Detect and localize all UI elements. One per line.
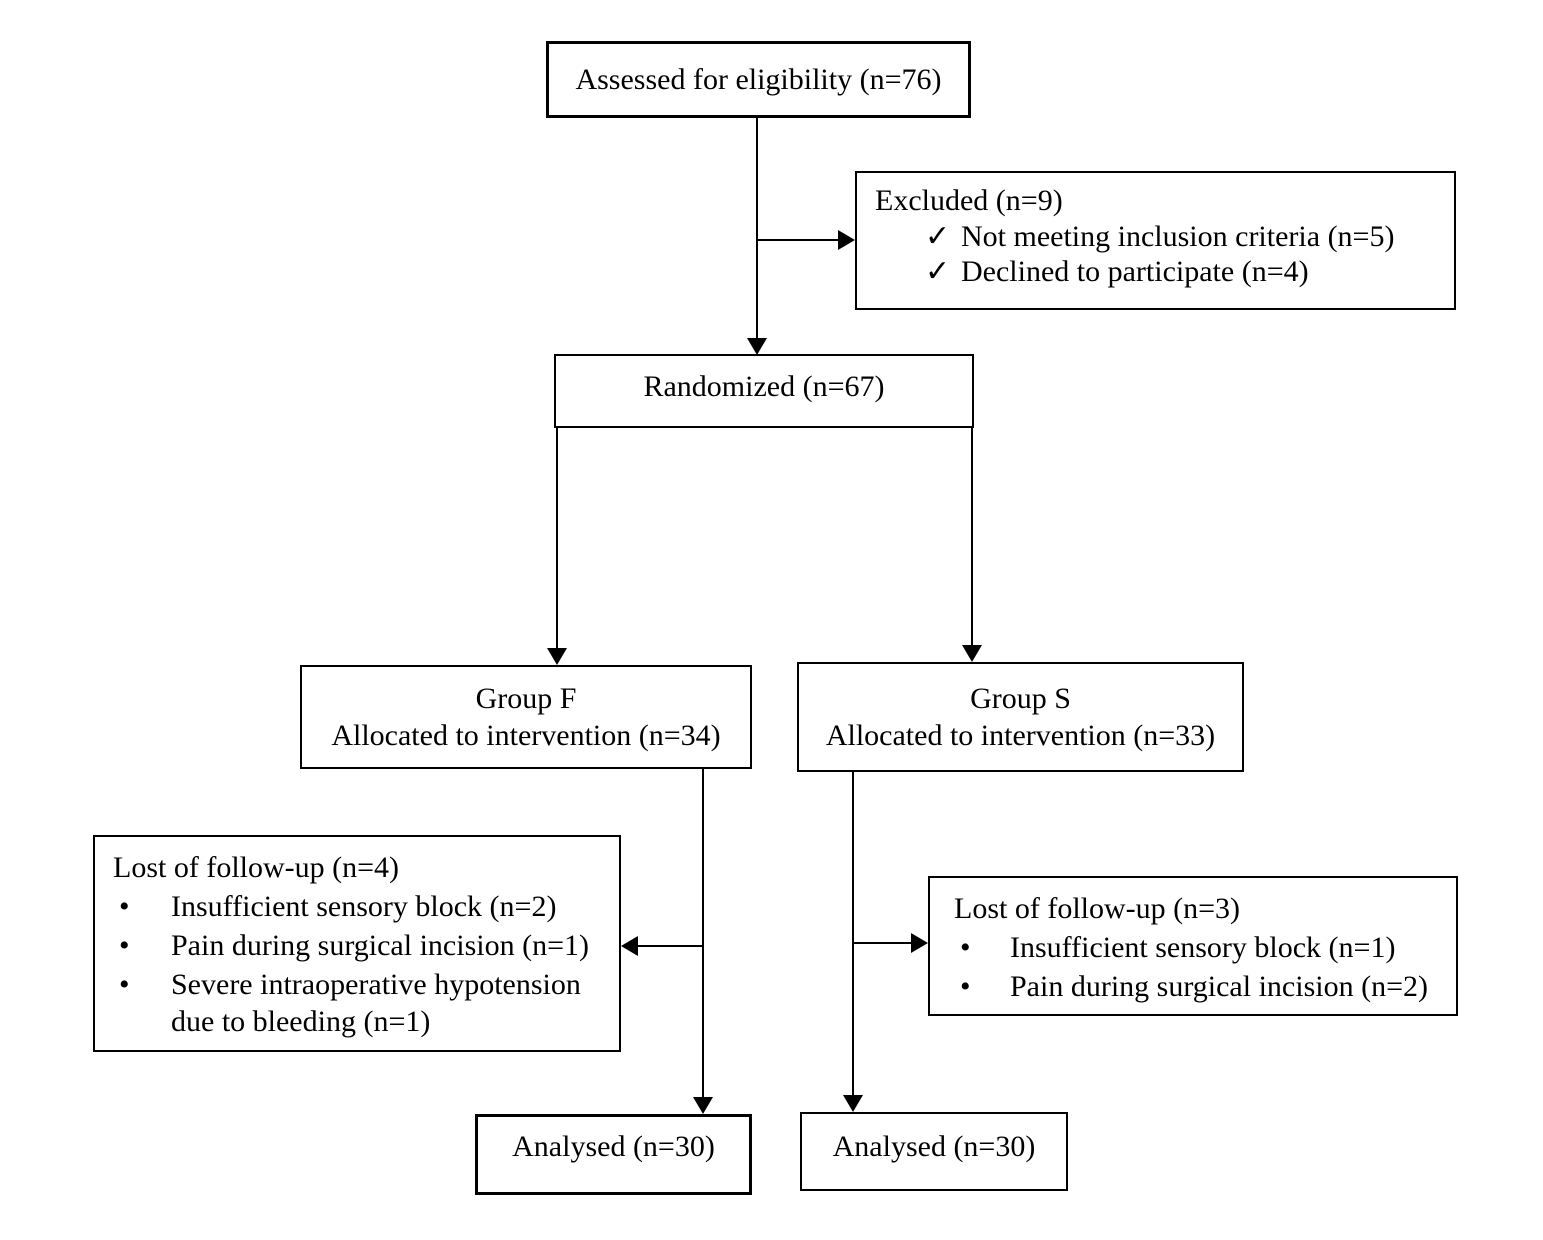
bullet-icon: • [119,890,130,923]
lost-f-item-text: Pain during surgical incision (n=1) [171,929,589,962]
randomized-label: Randomized (n=67) [643,370,885,403]
lost-s-item [956,929,1448,966]
group-f-name: Group F [475,682,577,715]
connector-group-f-to-analysed-f [702,768,704,1098]
lost-f-item-text: Severe intraoperative hypotension due to bleeding (n=1) [171,968,581,1038]
lost-f-item [115,966,611,1040]
lost-f-item-text: Insufficient sensory block (n=2) [171,890,557,923]
connector-to-lost-f [638,945,704,947]
arrowhead-to-lost-s [911,933,928,953]
excluded-item-text: Declined to participate (n=4) [961,255,1309,288]
lost-s-title: Lost of follow-up (n=3) [954,892,1241,925]
arrowhead-to-excluded [838,230,855,250]
excluded-item-text: Not meeting inclusion criteria (n=5) [961,220,1395,253]
excluded-title: Excluded (n=9) [875,184,1063,217]
connector-randomized-to-group-f [556,427,558,649]
bullet-icon: • [960,970,971,1003]
lost-f-title: Lost of follow-up (n=4) [113,851,400,884]
assessed-box [546,41,971,118]
group-f-allocation: Allocated to intervention (n=34) [331,719,721,752]
analysed-f-label: Analysed (n=30) [512,1129,715,1163]
group-s-name: Group S [970,682,1071,715]
lost-followup-s-box [928,876,1458,1016]
randomized-box [554,354,974,428]
lost-s-item-text: Pain during surgical incision (n=2) [1010,970,1428,1003]
arrowhead-to-randomized [747,338,767,355]
connector-group-s-to-analysed-s [852,772,854,1096]
connector-to-excluded [757,239,841,241]
bullet-icon: • [119,968,130,1001]
arrowhead-to-group-f [547,648,567,665]
lost-followup-f-box [93,835,621,1052]
arrowhead-to-analysed-f [693,1097,713,1114]
checkmark-icon: ✓ [925,220,951,253]
group-s-box [797,662,1244,772]
analysed-s-label: Analysed (n=30) [832,1129,1036,1163]
analysed-s-box [800,1112,1068,1191]
bullet-icon: • [119,929,130,962]
lost-f-item [115,888,611,925]
excluded-item [925,255,1446,289]
arrowhead-to-lost-f [621,936,638,956]
connector-assessed-to-randomized [756,118,758,340]
connector-randomized-to-group-s [971,427,973,647]
connector-to-lost-s [853,942,912,944]
assessed-label: Assessed for eligibility (n=76) [575,62,942,96]
excluded-item [925,220,1446,254]
group-s-allocation: Allocated to intervention (n=33) [825,719,1216,752]
lost-f-item [115,927,611,964]
bullet-icon: • [960,931,971,964]
lost-s-item [956,968,1448,1005]
excluded-box [855,171,1456,310]
arrowhead-to-analysed-s [843,1095,863,1112]
analysed-f-box [475,1114,752,1195]
arrowhead-to-group-s [962,645,982,662]
checkmark-icon: ✓ [925,255,951,288]
lost-s-item-text: Insufficient sensory block (n=1) [1010,931,1396,964]
group-f-box [300,665,752,769]
